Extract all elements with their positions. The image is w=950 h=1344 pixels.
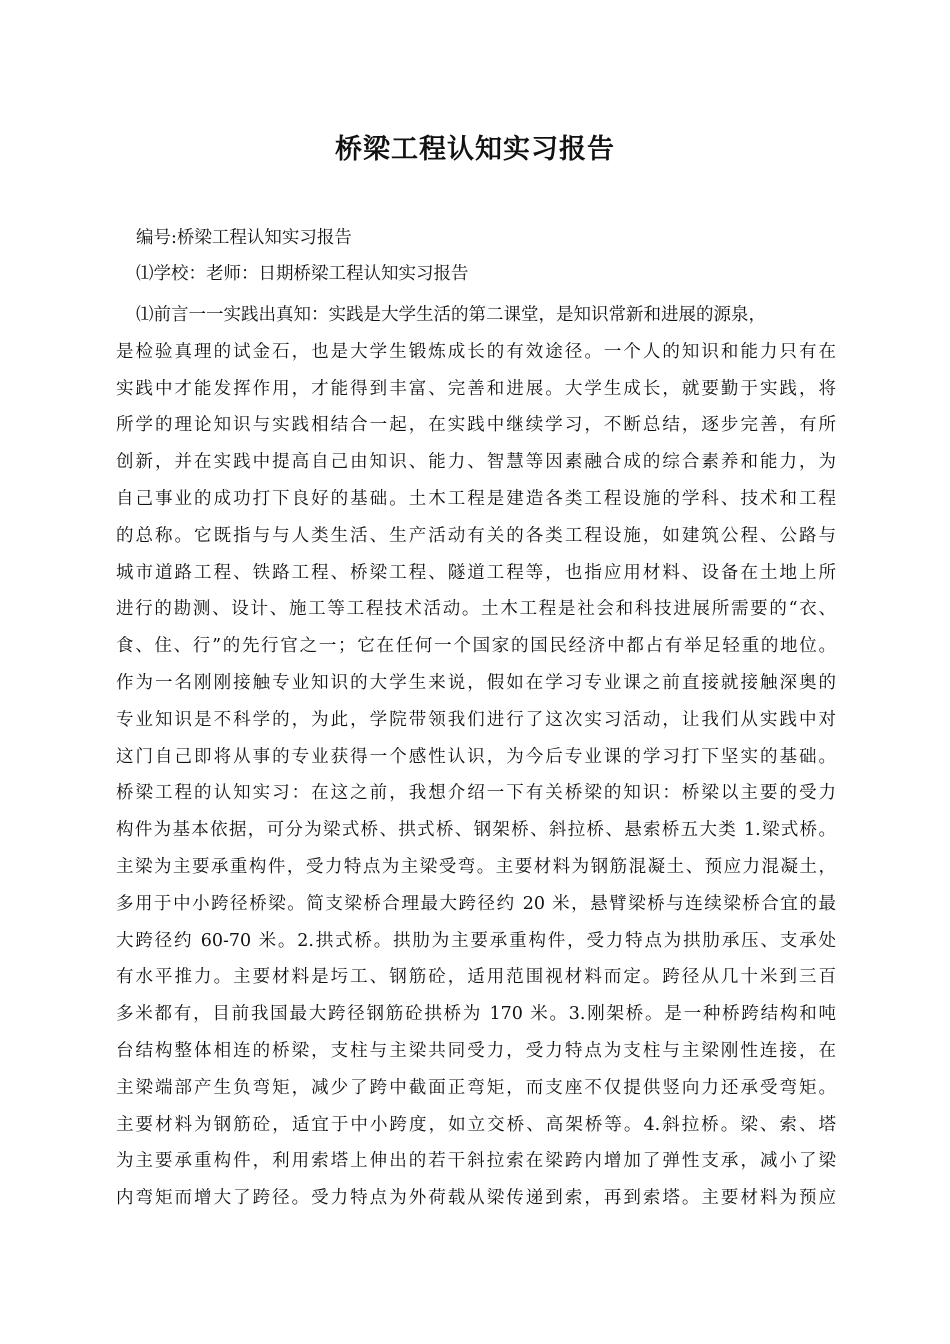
body-text-line: 有水平推力。主要材料是圬工、钢筋砼，适用范围视材料而定。跨径从几十米到三百 — [116, 967, 836, 988]
document-school-line: ⑴学校：老师：日期桥梁工程认知实习报告 — [136, 264, 469, 284]
body-text-line: 台结构整体相连的桥梁，支柱与主梁共同受力，受力特点为支柱与主梁刚性连接，在 — [116, 1040, 836, 1061]
document-title: 桥梁工程认知实习报告 — [335, 134, 615, 165]
body-text-line: 主要材料为钢筋砼，适宜于中小跨度，如立交桥、高架桥等。4.斜拉桥。梁、索、塔 — [116, 1114, 836, 1135]
body-text-line: 专业知识是不科学的，为此，学院带领我们进行了这次实习活动，让我们从实践中对 — [116, 709, 836, 730]
document-body — [116, 297, 836, 1217]
body-text-line: 创新，并在实践中提高自己由知识、能力、智慧等因素融合成的综合素养和能力，为 — [116, 452, 836, 473]
body-text-line: 的总称。它既指与与人类生活、生产活动有关的各类工程设施，如建筑公程、公路与 — [116, 525, 836, 546]
body-text-line: ⑴前言一一实践出真知：实践是大学生活的第二课堂，是知识常新和进展的源泉， — [136, 305, 766, 325]
body-text-line: 为主要承重构件，利用索塔上伸出的若干斜拉索在梁跨内增加了弹性支承，减小了梁 — [116, 1151, 836, 1172]
body-text-line: 桥梁工程的认知实习：在这之前，我想介绍一下有关桥梁的知识：桥梁以主要的受力 — [116, 783, 836, 804]
body-text-line: 所学的理论知识与实践相结合一起，在实践中继续学习，不断总结，逐步完善，有所 — [116, 415, 836, 436]
body-text-line: 食、住、行”的先行官之一；它在任何一个国家的国民经济中都占有举足轻重的地位。 — [116, 636, 836, 657]
body-text-line: 进行的勘测、设计、施工等工程技术活动。土木工程是社会和科技进展所需要的“衣、 — [116, 599, 836, 620]
document-number: 编号:桥梁工程认知实习报告 — [136, 228, 352, 248]
body-text-line: 是检验真理的试金石，也是大学生锻炼成长的有效途径。一个人的知识和能力只有在 — [116, 341, 836, 362]
body-text-line: 多米都有，目前我国最大跨径钢筋砼拱桥为 170 米。3.刚架桥。是一种桥跨结构和吨 — [116, 1004, 836, 1025]
body-text-line: 城市道路工程、铁路工程、桥梁工程、隧道工程等，也指应用材料、设备在土地上所 — [116, 562, 836, 583]
body-text-line: 作为一名刚刚接触专业知识的大学生来说，假如在学习专业课之前直接就接触深奥的 — [116, 672, 836, 693]
body-text-line: 主梁为主要承重构件，受力特点为主梁受弯。主要材料为钢筋混凝土、预应力混凝土， — [116, 856, 836, 877]
body-text-line: 自己事业的成功打下良好的基础。土木工程是建造各类工程设施的学科、技术和工程 — [116, 488, 836, 509]
body-text-line: 实践中才能发挥作用，才能得到丰富、完善和进展。大学生成长，就要勤于实践，将 — [116, 378, 836, 399]
body-text-line: 多用于中小跨径桥梁。简支梁桥合理最大跨径约 20 米，悬臂梁桥与连续梁桥合宜的最 — [116, 893, 836, 914]
body-text-line: 这门自己即将从事的专业获得一个感性认识，为今后专业课的学习打下坚实的基础。 — [116, 746, 836, 767]
body-text-line: 构件为基本依据，可分为梁式桥、拱式桥、钢架桥、斜拉桥、悬索桥五大类 1.梁式桥。 — [116, 820, 836, 841]
body-text-line: 主梁端部产生负弯矩，减少了跨中截面正弯矩，而支座不仅提供竖向力还承受弯矩。 — [116, 1077, 836, 1098]
body-text-line: 大跨径约 60-70 米。2.拱式桥。拱肋为主要承重构件，受力特点为拱肋承压、支承处 — [116, 930, 836, 951]
body-text-line: 内弯矩而增大了跨径。受力特点为外荷载从梁传递到索，再到索塔。主要材料为预应 — [116, 1188, 836, 1209]
